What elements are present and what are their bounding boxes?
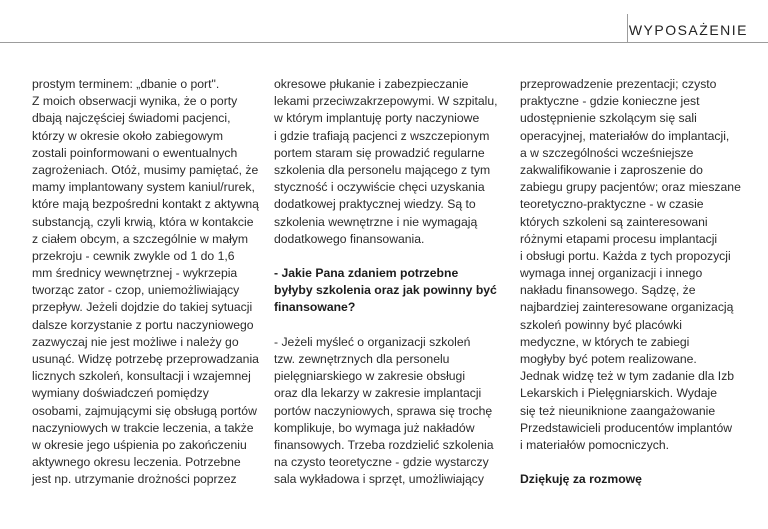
bold-text-line: byłyby szkolenia oraz jak powinny być — [274, 283, 497, 298]
text-line: nakładu finansowego. Sądzę, że — [520, 283, 696, 298]
paragraph-gap — [274, 317, 499, 334]
section-title: WYPOSAŻENIE — [628, 22, 748, 38]
section-header — [0, 14, 768, 44]
text-line: komplikuje, bo wymaga już nakładów — [274, 420, 475, 435]
text-line: portem staram się prowadzić regularne — [274, 145, 485, 160]
text-line: pielęgniarskiego w zakresie obsługi — [274, 369, 466, 384]
text-line: które mają bezpośredni kontakt z aktywną — [32, 197, 259, 212]
text-line: aktywnego okresu leczenia. Potrzebne — [32, 455, 241, 470]
text-line: finansowych. Trzeba rozdzielić szkolenia — [274, 437, 494, 452]
text-line: dalsze korzystanie z portu naczyniowego — [32, 317, 254, 332]
text-line: przekroju - cewnik zwykle od 1 do 1,6 — [32, 248, 235, 263]
text-line: których szkoleni są zainteresowani — [520, 214, 708, 229]
text-line: i gdzie trafiają pacjenci z wszczepionym — [274, 128, 490, 143]
text-line: udostępnienie szkolącym się sali — [520, 111, 697, 126]
text-line: w którym implantuję porty naczyniowe — [274, 111, 480, 126]
text-line: i obsługi portu. Każda z tych propozycji — [520, 248, 731, 263]
text-line: usunąć. Widzę potrzebę przeprowadzania — [32, 352, 259, 366]
text-line: i materiałów pomocniczych. — [520, 437, 670, 452]
text-line: dbają najczęściej świadomi pacjenci, — [32, 111, 231, 126]
text-line: portów naczyniowych, sprawa się trochę — [274, 403, 493, 418]
text-line: oraz dla lekarzy w zakresie implantacji — [274, 386, 482, 401]
text-line: licznych szkoleń, konsultacji i wzajemnej — [32, 369, 251, 384]
text-line: prostym terminem: „dbanie o port". — [32, 77, 220, 91]
text-line: zabiegu grupy pacjentów; oraz mieszane — [520, 180, 741, 195]
text-line: Przedstawicieli producentów implantów — [520, 420, 733, 435]
paragraph-gap — [520, 454, 752, 471]
text-line: medyczne, w których te zabiegi — [520, 334, 690, 349]
text-line: substancją, czyli krwią, która w kontakcie — [32, 214, 254, 229]
text-line: wymiany doświadczeń pomiędzy — [32, 386, 209, 401]
text-line: mogłyby być potem realizowane. — [520, 352, 697, 366]
text-line: przepływ. Jeżeli dojdzie do takiej sytuacji — [32, 300, 253, 315]
text-line: przeprowadzenie prezentacji; czysto — [520, 77, 717, 91]
text-line: którzy w okresie około zabiegowym — [32, 128, 224, 143]
text-line: operacyjnej, materiałów do implantacji, — [520, 128, 730, 143]
text-line: naczyniowych w trakcie leczenia, a także — [32, 420, 254, 435]
text-line: a w szczególności wcześniejsze — [520, 145, 694, 160]
bold-text-line: Dziękuję za rozmowę — [520, 472, 642, 487]
text-line: - Jeżeli myśleć o organizacji szkoleń — [274, 334, 471, 349]
article-column-2 — [274, 76, 499, 489]
header-rule — [0, 42, 768, 43]
text-line: na czysto teoretyczne - gdzie wystarczy — [274, 455, 489, 470]
bold-text-line: - Jakie Pana zdaniem potrzebne — [274, 266, 459, 281]
text-line: najbardziej zainteresowane organizacją — [520, 300, 734, 315]
text-line: mamy implantowany system kaniul/rurek, — [32, 180, 255, 195]
text-line: dodatkowego finansowania. — [274, 231, 425, 246]
text-line: lekami przeciwzakrzepowymi. W szpitalu, — [274, 94, 498, 109]
text-line: zostali poinformowani o ewentualnych — [32, 145, 238, 160]
text-line: okresowe płukanie i zabezpieczanie — [274, 77, 469, 91]
text-line: jest np. utrzymanie drożności poprzez — [32, 472, 237, 487]
text-line: styczność i oczywiście chęci uzyskania — [274, 180, 485, 195]
text-line: praktyczne - gdzie konieczne jest — [520, 94, 700, 109]
text-line: zakwalifikowanie i zaproszenie do — [520, 162, 703, 177]
text-line: szkolenia dla personelu mającego z tym — [274, 162, 491, 177]
article-column-1 — [32, 76, 259, 489]
text-line: się też nieuniknione zaangażowanie — [520, 403, 716, 418]
text-line: zazwyczaj nie jest możliwe i należy go — [32, 334, 239, 349]
text-line: zagrożeniach. Otóż, musimy pamiętać, że — [32, 162, 259, 177]
text-line: tzw. zewnętrznych dla personelu — [274, 352, 450, 366]
text-line: Jednak widzę też w tym zadanie dla Izb — [520, 369, 735, 384]
text-line: różnymi etapami procesu implantacji — [520, 231, 718, 246]
text-line: z ciałem obcym, a szczególnie w małym — [32, 231, 249, 246]
text-line: teoretyczno-praktyczne - w czasie — [520, 197, 704, 212]
text-line: dodatkowej praktycznej wiedzy. Są to — [274, 197, 476, 212]
text-line: sala wykładowa i sprzęt, umożliwiający — [274, 472, 484, 487]
paragraph-gap — [274, 248, 499, 265]
text-line: w okresie jego uśpienia po zakończeniu — [32, 437, 247, 452]
bold-text-line: finansowane? — [274, 300, 356, 315]
text-line: Lekarskich i Pielęgniarskich. Wydaje — [520, 386, 718, 401]
text-line: szkoleń powinny być placówki — [520, 317, 682, 332]
article-column-3 — [520, 76, 752, 489]
text-line: osobami, zajmującymi się obsługą portów — [32, 403, 257, 418]
text-line: tworząc zator - czop, uniemożliwiający — [32, 283, 240, 298]
text-line: szkolenia wewnętrzne i nie wymagają — [274, 214, 478, 229]
text-line: Z moich obserwacji wynika, że o porty — [32, 94, 238, 109]
text-line: wymaga innej organizacji i innego — [520, 266, 703, 281]
text-line: mm średnicy wewnętrznej - wykrzepia — [32, 266, 238, 281]
